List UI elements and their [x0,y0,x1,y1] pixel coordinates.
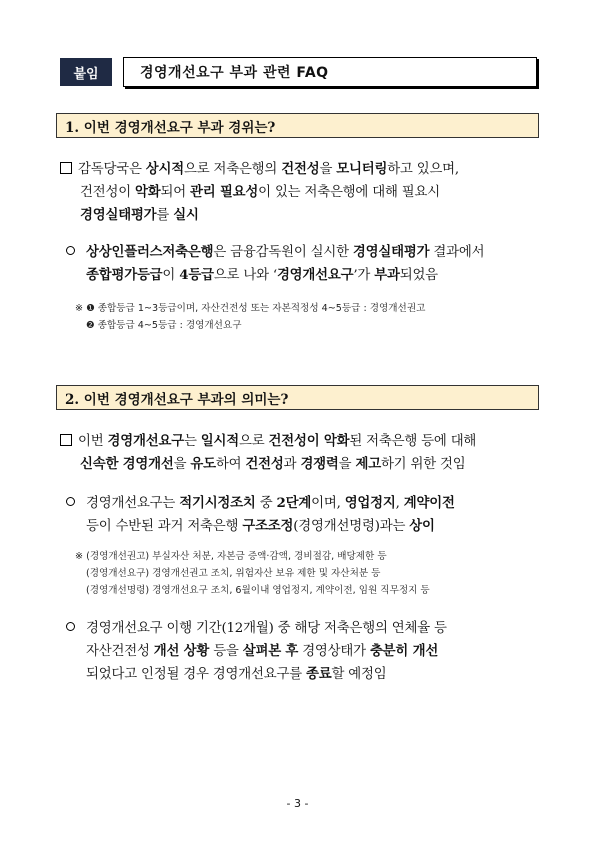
text-run: 을 [338,457,356,472]
emphasized-text: 일시적 [200,433,239,449]
emphasized-text: 건전성이 악화 [268,433,350,449]
emphasized-text: 모니터링 [336,161,388,177]
emphasized-text: 개선 상황 [153,643,210,659]
attachment-tag: 붙임 [60,58,112,86]
text-run: 으로 나와 ‘ [213,268,277,283]
text-run: 이 있는 저축은행에 대해 필요시 [258,185,440,200]
line [60,204,459,227]
section-1-heading: 1. 이번 경영개선요구 부과 경위는? [56,113,539,138]
emphasized-text: 신속한 경영개선 [80,456,174,472]
text-run: 경영개선요구는 [86,496,180,511]
line [66,515,455,538]
emphasized-text: 경영실태평가 [352,244,430,260]
text-run: 하여 [215,457,246,472]
emphasized-text: 경영실태평가 [80,207,157,223]
text-run: 를 [156,208,174,223]
note-line: ※ ❶ 종합등급 1~3등급이며, 자산건전성 또는 자본적정성 4~5등급 : 경영개선권고 [75,303,426,314]
emphasized-text: 제고 [355,456,381,472]
text-run: 하고 있으며, [387,162,459,177]
emphasized-text: 악화 [135,184,161,200]
line [66,492,455,515]
emphasized-text: 부과 [374,267,400,283]
text-run: 경영상태가 [298,644,370,659]
text-run: 이 [162,268,180,283]
line [60,453,476,476]
document-title: 경영개선요구 부과 관련 FAQ [123,57,537,87]
circle-bullet-icon [66,497,75,506]
emphasized-text: 상시적 [145,161,184,177]
emphasized-text: 적기시정조치 [179,495,256,511]
emphasized-text: 구조조정 [242,518,294,534]
emphasized-text: 실시 [173,207,199,223]
text-run: 건전성이 [80,185,135,200]
note-line: (경영개선명령) 경영개선요구 조치, 6월이내 영업정지, 계약이전, 임원 직무정지 등 [86,585,430,596]
section-2-paragraph-1 [60,430,476,476]
line [66,264,484,287]
text-run: 중 [255,496,277,511]
text-run: 으로 저축은행의 [183,162,282,177]
text-run: 되었다고 인정될 경우 경영개선요구를 [86,667,306,682]
text-run: 등을 [209,644,243,659]
line [66,640,447,663]
section-2-paragraph-3 [66,617,447,686]
section-1-paragraph-2 [66,241,484,287]
emphasized-text: 경영개선요구 [107,433,184,449]
section-2-heading: 2. 이번 경영개선요구 부과의 의미는? [56,385,539,410]
line [60,430,476,453]
emphasized-text: 종료 [306,666,332,682]
text-run: 되었음 [399,268,438,283]
line [66,617,447,640]
emphasized-text: 살펴본 후 [242,643,299,659]
section-2-notes [75,548,430,599]
emphasized-text: 종합평가등급 [86,267,163,283]
emphasized-text: 건전성 [281,161,320,177]
text-run: 감독당국은 [78,162,146,177]
text-run: 이번 [78,434,108,449]
text-run: (경영개선명령)과는 [293,519,410,534]
text-run: 결과에서 [429,245,485,260]
square-bullet-icon [60,162,72,174]
line [60,181,459,204]
emphasized-text: 2단계 [276,495,312,511]
text-run: 할 예정임 [331,667,387,682]
emphasized-text: 유도 [190,456,216,472]
square-bullet-icon [60,434,72,446]
emphasized-text: 경영개선요구 [276,267,354,283]
text-run: 을 [319,162,337,177]
section-2-paragraph-2 [66,492,455,538]
text-run: 하기 위한 것임 [380,457,466,472]
text-run: 되어 [160,185,191,200]
line [66,663,447,686]
note-line: (경영개선요구) 경영개선권고 조치, 위험자산 보유 제한 및 자산처분 등 [86,568,381,579]
emphasized-text: 건전성 [245,456,284,472]
line [66,241,484,264]
document-header [60,57,537,87]
line [60,158,459,181]
note-line: ❷ 종합등급 4~5등급 : 경영개선요구 [86,320,242,331]
emphasized-text: 계약이전 [403,495,455,511]
text-run: 경영개선요구 이행 기간(12개월) 중 해당 저축은행의 연체율 등 [86,621,447,636]
section-1-notes [75,300,425,334]
note-line: ※ (경영개선권고) 부실자산 처분, 자본금 증액·감액, 경비절감, 배당제한 등 [75,551,387,562]
emphasized-text: 상상인플러스저축은행 [86,244,214,260]
page-number: - 3 - [286,797,309,810]
text-run: 으로 [238,434,269,449]
text-run: 이며, [311,496,345,511]
circle-bullet-icon [66,246,75,255]
emphasized-text: 4등급 [179,267,214,283]
text-run: ’가 [353,268,375,283]
text-run: , [395,496,404,511]
emphasized-text: 영업정지 [344,495,396,511]
emphasized-text: 경쟁력 [300,456,339,472]
text-run: 된 저축은행 등에 대해 [349,434,477,449]
emphasized-text: 관리 필요성 [190,184,259,200]
text-run: 는 [183,434,201,449]
section-1-paragraph-1 [60,158,459,227]
emphasized-text: 충분히 개선 [369,643,439,659]
text-run: 은 금융감독원이 실시한 [213,245,353,260]
emphasized-text: 상이 [409,518,435,534]
circle-bullet-icon [66,622,75,631]
text-run: 등이 수반된 과거 저축은행 [86,519,243,534]
text-run: 자산건전성 [86,644,154,659]
text-run: 과 [283,457,301,472]
text-run: 을 [173,457,191,472]
